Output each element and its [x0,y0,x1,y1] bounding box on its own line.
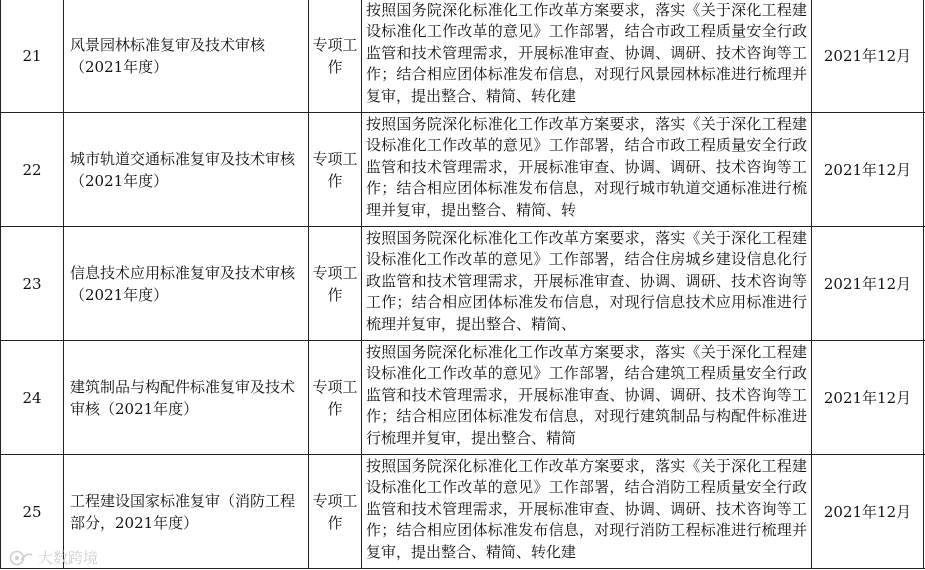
project-description-cell [362,455,812,569]
logo-icon [8,549,34,567]
project-type: 专项工作 [309,455,362,569]
project-description: 按照国务院深化标准化工作改革方案要求，落实《关于深化工程建设标准化工作改革的意见》工作部署，结合消防工程质量安全行政监管和技术管理需求，开展标准审查、协调、调研、技术咨询等工作；结合相应团体标准发布信息，对现行消防工程标准进行梳理并复审，提出整合、精简、转化建 [366,456,807,561]
completion-date: 2021年12月 [812,0,924,113]
project-description: 按照国务院深化标准化工作改革方案要求，落实《关于深化工程建设标准化工作改革的意见》工作部署，结合市政工程质量安全行政监管和技术管理需求，开展标准审查、协调、调研、技术咨询等工作；结合相应团体标准发布信息，对现行风景园林标准进行梳理并复审，提出整合、精简、转化建 [366,0,807,105]
project-title: 城市轨道交通标准复审及技术审核（2021年度） [64,113,309,227]
project-title: 信息技术应用标准复审及技术审核（2021年度） [64,227,309,341]
completion-date: 2021年12月 [812,113,924,227]
row-number: 22 [1,113,64,227]
project-type: 专项工作 [309,341,362,455]
project-type: 专项工作 [309,227,362,341]
table-row [1,455,925,569]
table-row [1,0,925,113]
row-number: 25 [1,455,64,569]
row-number: 21 [1,0,64,113]
project-description-cell [362,113,812,227]
project-description-cell [362,227,812,341]
completion-date: 2021年12月 [812,455,924,569]
project-title: 风景园林标准复审及技术审核（2021年度） [64,0,309,113]
project-type: 专项工作 [309,113,362,227]
project-description-cell [362,341,812,455]
row-number: 23 [1,227,64,341]
project-type: 专项工作 [309,0,362,113]
table-row [1,227,925,341]
project-description: 按照国务院深化标准化工作改革方案要求，落实《关于深化工程建设标准化工作改革的意见》工作部署，结合住房城乡建设信息化行政监管和技术管理需求，开展标准审查、协调、调研、技术咨询等工作；结合相应团体标准发布信息，对现行信息技术应用标准进行梳理并复审，提出整合、精简、 [366,228,807,333]
project-description-cell [362,0,812,113]
completion-date: 2021年12月 [812,227,924,341]
project-description: 按照国务院深化标准化工作改革方案要求，落实《关于深化工程建设标准化工作改革的意见》工作部署，结合建筑工程质量安全行政监管和技术管理需求，开展标准审查、协调、调研、技术咨询等工作；结合相应团体标准发布信息，对现行建筑制品与构配件标准进行梳理并复审，提出整合、精简 [366,342,807,447]
row-number: 24 [1,341,64,455]
table-body [1,0,925,569]
completion-date: 2021年12月 [812,341,924,455]
table-row [1,113,925,227]
project-title: 建筑制品与构配件标准复审及技术审核（2021年度） [64,341,309,455]
project-title: 工程建设国家标准复审（消防工程部分，2021年度） [64,455,309,569]
project-description: 按照国务院深化标准化工作改革方案要求，落实《关于深化工程建设标准化工作改革的意见》工作部署，结合市政工程质量安全行政监管和技术管理需求，开展标准审查、协调、调研、技术咨询等工作；结合相应团体标准发布信息，对现行城市轨道交通标准进行梳理并复审，提出整合、精简、转 [366,114,807,219]
table-row [1,341,925,455]
watermark-text: 大数跨境 [38,549,99,567]
watermark [8,547,98,568]
